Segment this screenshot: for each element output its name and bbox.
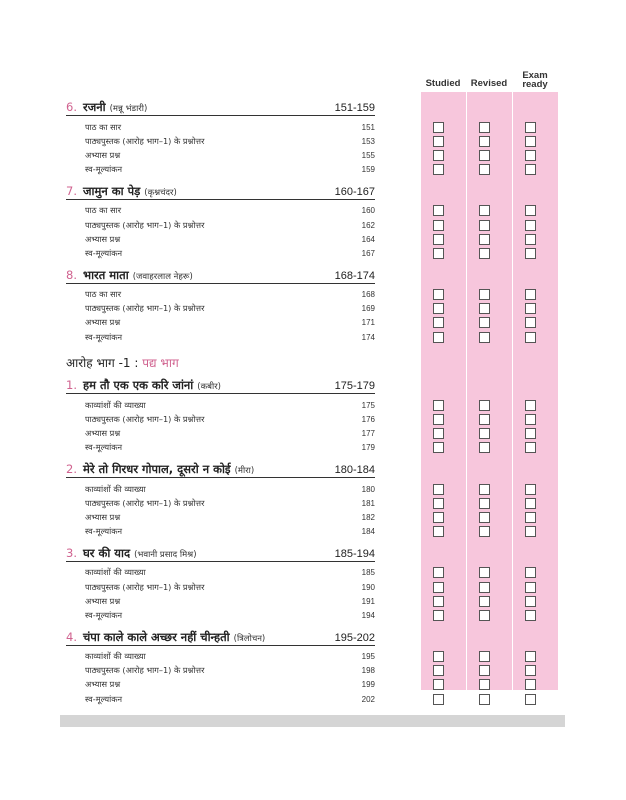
revised-checkbox[interactable] <box>479 651 490 662</box>
section-title-accent: पद्य भाग <box>142 356 179 371</box>
item-page: 177 <box>361 429 375 439</box>
exam-ready-checkbox[interactable] <box>525 526 536 537</box>
item-page: 182 <box>361 512 375 522</box>
item-label: अभ्यास प्रश्न <box>85 233 121 244</box>
studied-checkbox[interactable] <box>433 248 444 259</box>
list-item <box>66 288 375 302</box>
studied-checkbox[interactable] <box>433 665 444 676</box>
item-label: पाठ्यपुस्तक (आरोह भाग–1) के प्रश्नोत्तर <box>85 581 205 592</box>
chapter-page-range: 168-174 <box>334 269 375 282</box>
studied-checkbox[interactable] <box>433 428 444 439</box>
chapter-title-group <box>66 546 197 561</box>
revised-checkbox[interactable] <box>479 428 490 439</box>
item-page: 160 <box>361 206 375 216</box>
item-label: अभ्यास प्रश्न <box>85 428 121 439</box>
item-label: पाठ्यपुस्तक (आरोह भाग–1) के प्रश्नोत्तर <box>85 414 205 425</box>
exam-ready-checkbox[interactable] <box>525 596 536 607</box>
item-page: 199 <box>361 680 375 690</box>
studied-checkbox[interactable] <box>433 582 444 593</box>
chapter-title: घर की याद <box>82 545 131 560</box>
chapter-title: हम तौ एक एक करि जांनां <box>82 378 194 393</box>
revised-checkbox[interactable] <box>479 150 490 161</box>
exam-ready-checkbox[interactable] <box>525 332 536 343</box>
item-label: स्व-मूल्यांकन <box>85 247 123 258</box>
list-item <box>66 692 375 706</box>
footer-bar <box>60 715 565 727</box>
exam-ready-checkbox[interactable] <box>525 205 536 216</box>
chapter-number: 6. <box>66 100 77 114</box>
list-item <box>66 580 375 594</box>
chapter-page-range: 160-167 <box>334 185 375 198</box>
exam-ready-checkbox[interactable] <box>525 665 536 676</box>
exam-ready-checkbox[interactable] <box>525 122 536 133</box>
studied-checkbox[interactable] <box>433 205 444 216</box>
item-page: 180 <box>361 484 375 494</box>
revised-checkbox[interactable] <box>479 414 490 425</box>
chapter-author: (भवानी प्रसाद मिश्र) <box>134 549 197 560</box>
exam-ready-checkbox[interactable] <box>525 303 536 314</box>
revised-checkbox[interactable] <box>479 512 490 523</box>
revised-checkbox[interactable] <box>479 498 490 509</box>
chapter-number: 4. <box>66 629 77 644</box>
revised-checkbox[interactable] <box>479 122 490 133</box>
exam-ready-checkbox[interactable] <box>525 651 536 662</box>
item-page: 153 <box>361 136 375 146</box>
list-item <box>66 330 375 344</box>
item-page: 195 <box>361 652 375 662</box>
chapter-title-group <box>66 378 221 393</box>
exam-ready-checkbox[interactable] <box>525 484 536 495</box>
item-page: 179 <box>361 443 375 453</box>
table-of-contents <box>66 93 375 706</box>
item-page: 191 <box>361 596 375 606</box>
list-item <box>66 650 375 664</box>
exam-ready-checkbox[interactable] <box>525 248 536 259</box>
exam-ready-checkbox[interactable] <box>525 498 536 509</box>
chapter-title-group <box>66 630 265 645</box>
list-item <box>66 427 375 441</box>
chapter-title-group <box>66 100 147 115</box>
item-page: 162 <box>361 220 375 230</box>
exam-ready-checkbox[interactable] <box>525 442 536 453</box>
item-page: 155 <box>361 150 375 160</box>
item-page: 190 <box>361 582 375 592</box>
list-item <box>66 134 375 148</box>
exam-ready-checkbox[interactable] <box>525 428 536 439</box>
chapter-author: (कबीर) <box>197 382 221 393</box>
item-label: अभ्यास प्रश्न <box>85 595 121 606</box>
item-page: 202 <box>361 694 375 704</box>
studied-checkbox[interactable] <box>433 414 444 425</box>
chapter-title-group <box>66 462 254 477</box>
list-item <box>66 664 375 678</box>
list-item <box>66 398 375 412</box>
exam-ready-checkbox[interactable] <box>525 317 536 328</box>
exam-ready-checkbox[interactable] <box>525 400 536 411</box>
studied-checkbox[interactable] <box>433 332 444 343</box>
revised-checkbox[interactable] <box>479 289 490 300</box>
revised-checkbox[interactable] <box>479 303 490 314</box>
chapter-heading <box>66 184 375 200</box>
item-page: 167 <box>361 248 375 258</box>
revised-checkbox[interactable] <box>479 317 490 328</box>
item-page: 198 <box>361 666 375 676</box>
chapter-number: 1. <box>66 378 77 393</box>
item-label: स्व-मूल्यांकन <box>85 442 123 453</box>
item-label: स्व-मूल्यांकन <box>85 609 123 620</box>
chapter-author: (जवाहरलाल नेहरू) <box>132 271 193 282</box>
exam-ready-checkbox[interactable] <box>525 567 536 578</box>
revised-checkbox[interactable] <box>479 234 490 245</box>
studied-checkbox[interactable] <box>433 526 444 537</box>
item-label: काव्यांशों की व्याख्या <box>85 483 146 494</box>
exam-ready-checkbox[interactable] <box>525 679 536 690</box>
item-page: 164 <box>361 234 375 244</box>
revised-checkbox[interactable] <box>479 679 490 690</box>
item-label: पाठ्यपुस्तक (आरोह भाग–1) के प्रश्नोत्तर <box>85 219 205 230</box>
chapter-number: 3. <box>66 545 77 560</box>
item-label: पाठ का सार <box>85 121 122 132</box>
revised-checkbox[interactable] <box>479 205 490 216</box>
chapter-author: (मन्नू भंडारी) <box>109 104 148 114</box>
revised-checkbox[interactable] <box>479 665 490 676</box>
list-item <box>66 302 375 316</box>
chapter-page-range: 175-179 <box>334 380 375 393</box>
studied-checkbox[interactable] <box>433 512 444 523</box>
studied-header: Studied <box>425 78 461 89</box>
item-page: 169 <box>361 304 375 314</box>
chapter-page-range: 185-194 <box>334 547 375 560</box>
list-item <box>66 566 375 580</box>
studied-checkbox[interactable] <box>433 122 444 133</box>
item-page: 185 <box>361 568 375 578</box>
item-page: 174 <box>361 332 375 342</box>
list-item <box>66 204 375 218</box>
list-item <box>66 316 375 330</box>
item-label: अभ्यास प्रश्न <box>85 511 121 522</box>
exam-ready-checkbox[interactable] <box>525 220 536 231</box>
item-page: 184 <box>361 527 375 537</box>
list-item <box>66 246 375 260</box>
list-item <box>66 525 375 539</box>
revised-checkbox[interactable] <box>479 526 490 537</box>
chapter-author: (त्रिलोचन) <box>233 633 266 644</box>
exam-ready-checkbox[interactable] <box>525 150 536 161</box>
revised-checkbox[interactable] <box>479 332 490 343</box>
studied-checkbox[interactable] <box>433 164 444 175</box>
studied-checkbox[interactable] <box>433 596 444 607</box>
item-label: स्व-मूल्यांकन <box>85 164 123 175</box>
item-label: काव्यांशों की व्याख्या <box>85 567 146 578</box>
section-title-text: आरोह भाग -1 : <box>66 356 139 371</box>
item-page: 175 <box>361 400 375 410</box>
chapter-title: मेरे तो गिरधर गोपाल, दूसरो न कोई <box>82 462 231 476</box>
revised-checkbox[interactable] <box>479 567 490 578</box>
studied-checkbox[interactable] <box>433 610 444 621</box>
chapter-number: 8. <box>66 267 77 282</box>
section-title <box>66 354 375 371</box>
list-item <box>66 482 375 496</box>
chapter-page-range: 195-202 <box>334 631 375 644</box>
item-label: पाठ का सार <box>85 205 122 216</box>
chapter-title-group <box>66 268 193 283</box>
revised-checkbox[interactable] <box>479 164 490 175</box>
studied-checkbox[interactable] <box>433 317 444 328</box>
item-page: 181 <box>361 498 375 508</box>
item-label: स्व-मूल्यांकन <box>85 526 123 537</box>
studied-checkbox[interactable] <box>433 484 444 495</box>
list-item <box>66 496 375 510</box>
revised-checkbox[interactable] <box>479 220 490 231</box>
chapter-heading <box>66 630 375 646</box>
list-item <box>66 510 375 524</box>
item-label: काव्यांशों की व्याख्या <box>85 399 146 410</box>
list-item <box>66 608 375 622</box>
exam-ready-checkbox[interactable] <box>525 512 536 523</box>
studied-checkbox[interactable] <box>433 567 444 578</box>
item-label: स्व-मूल्यांकन <box>85 331 123 342</box>
studied-checkbox[interactable] <box>433 220 444 231</box>
exam-ready-checkbox[interactable] <box>525 234 536 245</box>
studied-checkbox[interactable] <box>433 234 444 245</box>
list-item <box>66 441 375 455</box>
revised-checkbox[interactable] <box>479 610 490 621</box>
revised-checkbox[interactable] <box>479 400 490 411</box>
studied-checkbox[interactable] <box>433 400 444 411</box>
exam-ready-checkbox[interactable] <box>525 582 536 593</box>
chapter-heading <box>66 100 375 116</box>
item-label: पाठ का सार <box>85 289 122 300</box>
chapter-heading <box>66 546 375 562</box>
chapter-title: चंपा काले काले अच्छर नहीं चीन्हती <box>82 629 230 644</box>
chapter-page-range: 180-184 <box>334 464 375 476</box>
revised-checkbox[interactable] <box>479 596 490 607</box>
revised-checkbox[interactable] <box>479 136 490 147</box>
chapter-heading <box>66 268 375 284</box>
studied-checkbox[interactable] <box>433 150 444 161</box>
list-item <box>66 120 375 134</box>
exam-ready-checkbox[interactable] <box>525 289 536 300</box>
item-page: 176 <box>361 415 375 425</box>
studied-checkbox[interactable] <box>433 498 444 509</box>
list-item <box>66 218 375 232</box>
list-item <box>66 678 375 692</box>
chapter-heading <box>66 462 375 478</box>
item-label: पाठ्यपुस्तक (आरोह भाग–1) के प्रश्नोत्तर <box>85 497 205 508</box>
item-label: अभ्यास प्रश्न <box>85 679 121 690</box>
revised-checkbox[interactable] <box>479 484 490 495</box>
list-item <box>66 163 375 177</box>
revised-checkbox[interactable] <box>479 248 490 259</box>
chapter-page-range: 151-159 <box>334 102 375 114</box>
studied-checkbox[interactable] <box>433 303 444 314</box>
chapter-heading <box>66 378 375 394</box>
item-page: 151 <box>361 122 375 132</box>
exam-ready-checkbox[interactable] <box>525 136 536 147</box>
chapter-title: रजनी <box>82 100 106 114</box>
item-label: अभ्यास प्रश्न <box>85 317 121 328</box>
revised-checkbox[interactable] <box>479 442 490 453</box>
chapter-author: (मीरा) <box>234 466 255 476</box>
chapter-title-group <box>66 184 177 199</box>
item-page: 159 <box>361 165 375 175</box>
item-label: स्व-मूल्यांकन <box>85 693 123 704</box>
exam-ready-checkbox[interactable] <box>525 610 536 621</box>
chapter-title: भारत माता <box>82 267 129 282</box>
studied-checkbox[interactable] <box>433 679 444 690</box>
item-label: पाठ्यपुस्तक (आरोह भाग–1) के प्रश्नोत्तर <box>85 665 205 676</box>
revised-checkbox[interactable] <box>479 582 490 593</box>
revised-header: Revised <box>470 78 508 89</box>
exam-ready-header: Exam ready <box>522 70 548 90</box>
studied-checkbox[interactable] <box>433 694 444 705</box>
item-page: 168 <box>361 290 375 300</box>
chapter-number: 7. <box>66 183 77 198</box>
exam-ready-checkbox[interactable] <box>525 414 536 425</box>
studied-checkbox[interactable] <box>433 289 444 300</box>
chapter-title: जामुन का पेड़ <box>82 183 141 198</box>
list-item <box>66 412 375 426</box>
studied-checkbox[interactable] <box>433 651 444 662</box>
revised-checkbox[interactable] <box>479 694 490 705</box>
exam-ready-checkbox[interactable] <box>525 694 536 705</box>
item-label: काव्यांशों की व्याख्या <box>85 651 146 662</box>
item-page: 194 <box>361 610 375 620</box>
studied-checkbox[interactable] <box>433 442 444 453</box>
list-item <box>66 148 375 162</box>
studied-checkbox[interactable] <box>433 136 444 147</box>
item-label: पाठ्यपुस्तक (आरोह भाग–1) के प्रश्नोत्तर <box>85 303 205 314</box>
chapter-author: (कृश्नचंदर) <box>144 187 177 198</box>
chapter-number: 2. <box>66 462 77 476</box>
item-label: अभ्यास प्रश्न <box>85 149 121 160</box>
item-page: 171 <box>361 318 375 328</box>
item-label: पाठ्यपुस्तक (आरोह भाग–1) के प्रश्नोत्तर <box>85 135 205 146</box>
list-item <box>66 594 375 608</box>
list-item <box>66 232 375 246</box>
exam-ready-checkbox[interactable] <box>525 164 536 175</box>
